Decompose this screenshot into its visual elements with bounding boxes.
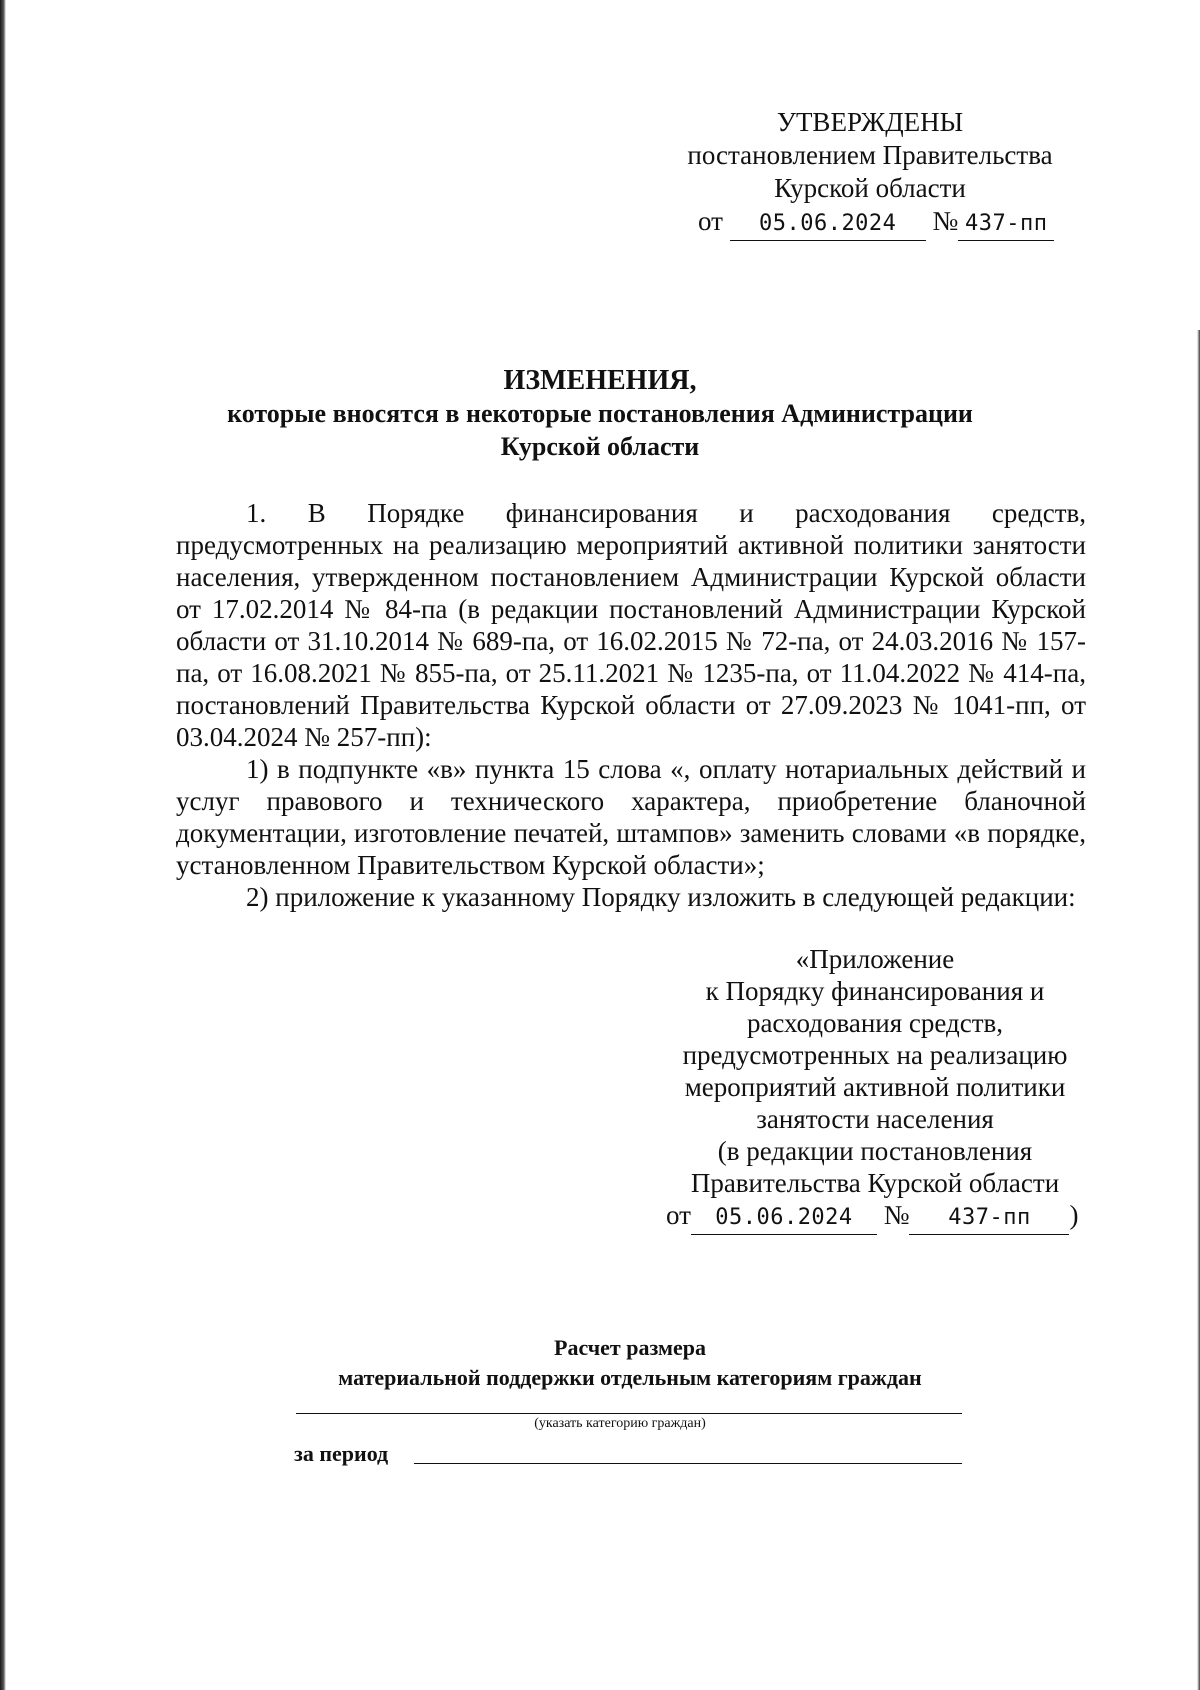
appendix-line-2: к Порядку финансирования и <box>705 976 1045 1006</box>
approval-num-prefix: № <box>932 206 959 236</box>
approval-date: 05.06.2024 <box>730 207 926 241</box>
appendix-line-8: Правительства Курской области <box>690 1168 1060 1198</box>
appendix-number-line <box>650 1199 1100 1235</box>
paragraph-1: 1. В Порядке финансирования и расходования средств, предусмотренных на реализацию мероприятий активной политики занятости населения, утвержденном постановлением Администрации Курской области от 17.02.2014 № 84-па (в редакции постановлений Администрации Курской области от 31.10.2014 № 689-па, от 16.02.2015 № 72-па, от 24.03.2016 № 157-па, от 16.08.2021 № 855-па, от 25.11.2021 № 1235-па, от 11.04.2022 № 414-па, постановлений Правительства Курской области от 27.09.2023 № 1041-пп, от 03.04.2024 № 257-пп): <box>176 498 1086 752</box>
calc-title-1: Расчет размера <box>554 1335 706 1360</box>
appendix-line-6: занятости населения <box>756 1104 994 1134</box>
appendix-line-5: мероприятий активной политики <box>684 1072 1066 1102</box>
document-title <box>180 364 1020 463</box>
approval-block <box>660 106 1080 241</box>
document-body <box>176 497 1086 913</box>
appendix-num-prefix: № <box>883 1200 910 1230</box>
approval-number: 437-пп <box>958 207 1054 241</box>
appendix-date: 05.06.2024 <box>691 1202 877 1235</box>
appendix-block <box>650 943 1100 1235</box>
appendix-line-7: (в редакции постановления <box>717 1136 1033 1166</box>
calc-title-2: материальной поддержки отдельным категориям граждан <box>338 1365 922 1390</box>
approval-date-prefix: от <box>698 206 723 236</box>
appendix-closing: ) <box>1069 1200 1079 1230</box>
category-blank-line[interactable] <box>296 1413 962 1414</box>
appendix-line-3: расходования средств, <box>746 1008 1004 1038</box>
title-main: ИЗМЕНЕНИЯ, <box>503 365 697 396</box>
approval-line-1: постановлением Правительства <box>687 140 1053 170</box>
approval-line-2: Курской области <box>774 173 966 203</box>
paragraph-2: 1) в подпункте «в» пункта 15 слова «, оплату нотариальных действий и услуг правового и технического характера, приобретение бланочной документации, изготовление печатей, штампов» заменить словами «в порядке, установленном Правительством Курской области»; <box>176 754 1086 880</box>
title-sub-1: которые вносятся в некоторые постановления Администрации <box>227 399 973 428</box>
calc-title <box>260 1333 1000 1393</box>
paragraph-3: 2) приложение к указанному Порядку изложить в следующей редакции: <box>246 882 1076 912</box>
appendix-line-1: «Приложение <box>795 944 955 974</box>
appendix-date-prefix: от <box>666 1200 691 1230</box>
scan-left-edge <box>0 0 6 1690</box>
approval-heading: УТВЕРЖДЕНЫ <box>776 107 964 137</box>
period-blank-line[interactable] <box>414 1463 962 1464</box>
title-sub-2: Курской области <box>500 432 700 461</box>
category-hint: (указать категорию граждан) <box>534 1416 706 1431</box>
approval-number-line <box>660 205 1080 241</box>
period-label: за период <box>294 1441 389 1466</box>
appendix-line-4: предусмотренных на реализацию <box>682 1040 1068 1070</box>
appendix-number: 437-пп <box>909 1202 1069 1235</box>
